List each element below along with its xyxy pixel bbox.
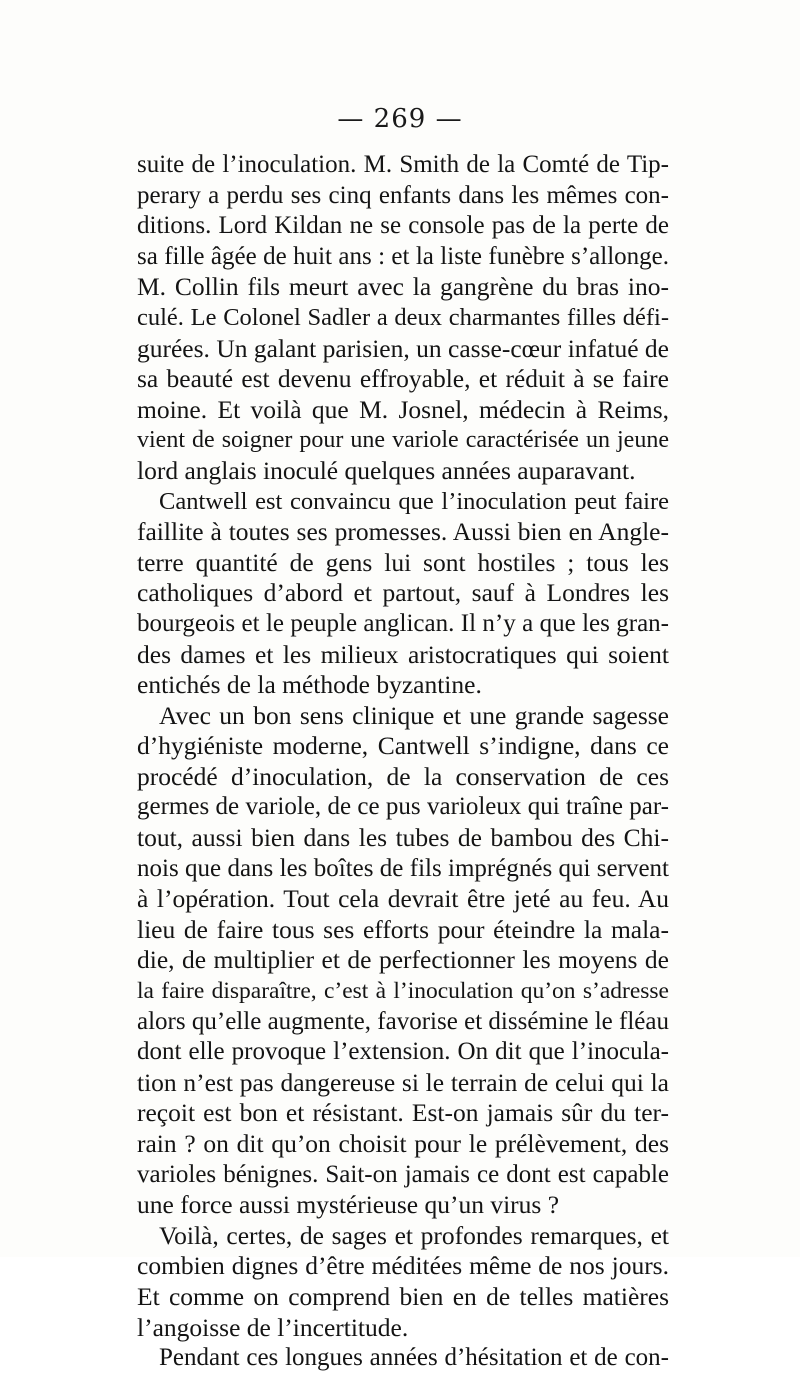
text-line: ditions. Lord Kildan ne se console pas de la perte de: [137, 212, 669, 240]
text-line: die, de multiplier et de perfectionner les moyens de: [137, 945, 669, 975]
text-line: à l’opération. Tout cela devrait être jeté au feu. Au: [137, 884, 669, 914]
text-line: sa beauté est devenu effroyable, et réduit à se faire: [137, 364, 669, 394]
text-line: sa fille âgée de huit ans : et la liste funèbre s’allonge.: [137, 242, 669, 270]
text-line: l’angoisse de l’incertitude.: [137, 1312, 409, 1342]
text-line: des dames et les milieux aristocratiques qui soient: [137, 639, 669, 669]
page-number: — 269 —: [337, 104, 463, 134]
text-line: Avec un bon sens clinique et une grande sagesse: [159, 700, 669, 730]
text-line: Cantwell est convaincu que l’inoculation peut faire: [159, 487, 669, 515]
text-line: M. Collin fils meurt avec la gangrène du bras ino-: [137, 272, 669, 302]
text-line: bourgeois et le peuple anglican. Il n’y a que les gran-: [137, 609, 669, 637]
text-line: catholiques d’abord et partout, sauf à Londres les: [137, 578, 669, 608]
text-line: culé. Le Colonel Sadler a deux charmantes filles défi-: [137, 303, 669, 331]
text-line: tion n’est pas dangereuse si le terrain de celui qui la: [137, 1067, 669, 1097]
text-line: germes de variole, de ce pus varioleux qui traîne par-: [137, 793, 669, 821]
text-line: combien dignes d’être méditées même de nos jours.: [137, 1251, 669, 1281]
text-line: d’hygiéniste moderne, Cantwell s’indigne, dans ce: [137, 731, 669, 761]
text-line: reçoit est bon et résistant. Est-on jamais sûr du ter-: [137, 1098, 669, 1128]
text-line: moine. Et voilà que M. Josnel, médecin à Reims,: [137, 394, 669, 424]
text-line: Pendant ces longues années d’hésitation et de con-: [159, 1344, 669, 1372]
text-line: alors qu’elle augmente, favorise et dissémine le fléau: [137, 1007, 669, 1035]
text-line: dont elle provoque l’extension. On dit que l’inocula-: [137, 1038, 669, 1066]
text-line: perary a perdu ses cinq enfants dans les mêmes con-: [137, 181, 669, 209]
text-line: une force aussi mystérieuse qu’un virus ?: [137, 1190, 560, 1220]
text-line: Et comme on comprend bien en de telles matières: [137, 1281, 669, 1311]
text-line: tout, aussi bien dans les tubes de bambou des Chi-: [137, 823, 669, 853]
text-line: terre quantité de gens lui sont hostiles ; tous les: [137, 547, 669, 577]
text-line: gurées. Un galant parisien, un casse-cœur infatué de: [137, 333, 669, 363]
text-line: suite de l’inoculation. M. Smith de la Comté de Tip-: [137, 151, 669, 178]
text-line: la faire disparaître, c’est à l’inoculation qu’on s’adresse: [137, 978, 669, 1005]
text-line: varioles bénignes. Sait-on jamais ce dont est capable: [137, 1160, 669, 1188]
text-line: nois que dans les boîtes de fils imprégnés qui servent: [137, 854, 669, 882]
text-line: Voilà, certes, de sages et profondes remarques, et: [159, 1220, 669, 1250]
text-line: lord anglais inoculé quelques années auparavant.: [137, 455, 636, 485]
text-line: lieu de faire tous ses efforts pour éteindre la mala-: [137, 914, 669, 944]
text-line: procédé d’inoculation, de la conservation de ces: [137, 761, 669, 791]
text-line: rain ? on dit qu’on choisit pour le prélèvement, des: [137, 1129, 669, 1158]
body-text: [137, 150, 669, 1374]
text-line: faillite à toutes ses promesses. Aussi bien en Angle-: [137, 517, 669, 547]
text-line: vient de soigner pour une variole caractérisée un jeune: [137, 427, 669, 454]
text-line: entichés de la méthode byzantine.: [137, 670, 482, 700]
